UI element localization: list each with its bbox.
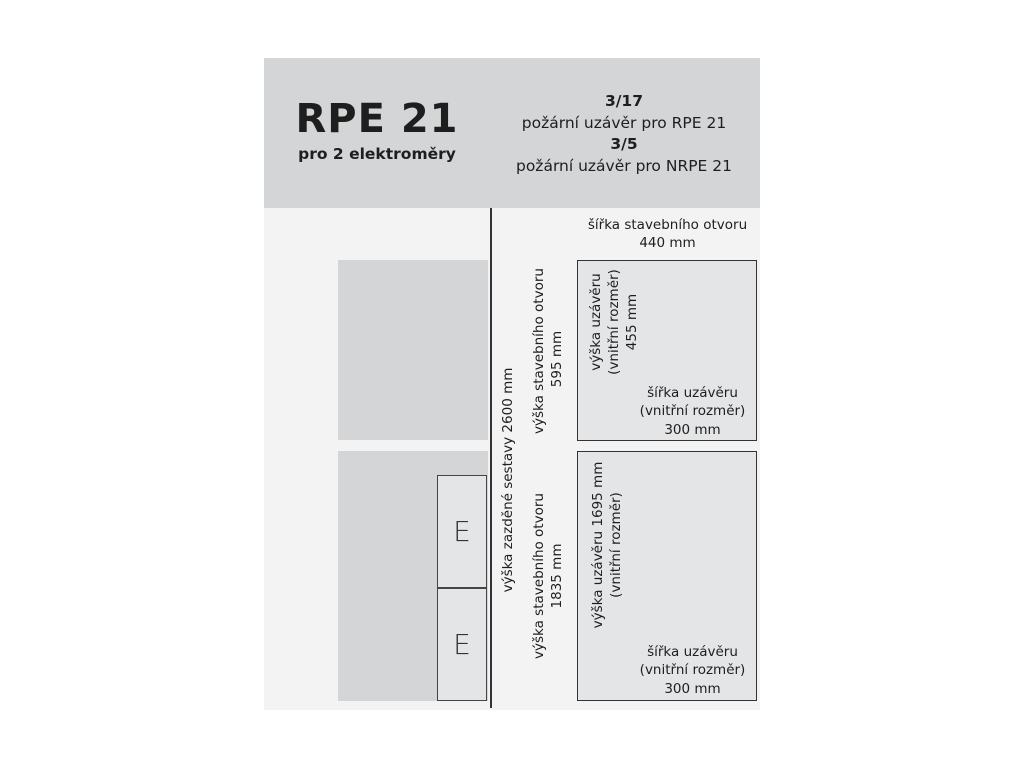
meter-box-lower: [437, 588, 487, 701]
lower-opening-height: [530, 486, 566, 666]
upper-closure-height-value: 455 mm: [624, 293, 640, 351]
lower-closure-height: [589, 455, 625, 635]
lower-closure-height-note: (vnitřní rozměr): [608, 492, 624, 598]
lower-closure-height-value: 1695 mm: [590, 461, 606, 527]
lower-opening-height-value: 1835 mm: [549, 543, 565, 609]
upper-opening-height-value: 595 mm: [549, 330, 565, 388]
meter-label: E: [453, 515, 471, 548]
upper-closure-height-label: výška uzávěru: [588, 273, 604, 371]
item-description-2: požární uzávěr pro NRPE 21: [515, 157, 733, 175]
opening-width-label: šířka stavebního otvoru: [587, 217, 748, 233]
upper-opening-height-label: výška stavebního otvoru: [531, 268, 547, 434]
meter-label: E: [453, 628, 471, 661]
lower-closure-height-label: výška uzávěru: [590, 530, 606, 629]
item-description-1: požární uzávěr pro RPE 21: [521, 114, 727, 132]
assembly-height-label: výška zazděné sestavy 2600 mm: [500, 367, 516, 593]
upper-closure-width-value: 300 mm: [664, 422, 721, 438]
lower-closure-width-value: 300 mm: [664, 681, 721, 697]
product-title: RPE 21: [295, 96, 459, 142]
upper-wall-block: [338, 260, 488, 440]
upper-opening-height: [530, 268, 566, 434]
product-subtitle: pro 2 elektroměry: [298, 145, 456, 163]
lower-closure-width-note: (vnitřní rozměr): [639, 662, 746, 678]
upper-closure-width-note: (vnitřní rozměr): [639, 403, 746, 419]
item-code-1: 3/17: [604, 92, 644, 110]
divider-line: [490, 208, 492, 708]
upper-closure-width-label: šířka uzávěru: [647, 385, 738, 401]
meter-box-upper: [437, 475, 487, 588]
item-code-2: 3/5: [610, 135, 638, 153]
lower-closure-width-label: šířka uzávěru: [647, 644, 738, 660]
lower-opening-height-label: výška stavebního otvoru: [531, 493, 547, 659]
upper-closure-height: [587, 262, 641, 382]
upper-closure-height-note: (vnitřní rozměr): [606, 269, 622, 375]
opening-width-value: 440 mm: [639, 235, 696, 251]
